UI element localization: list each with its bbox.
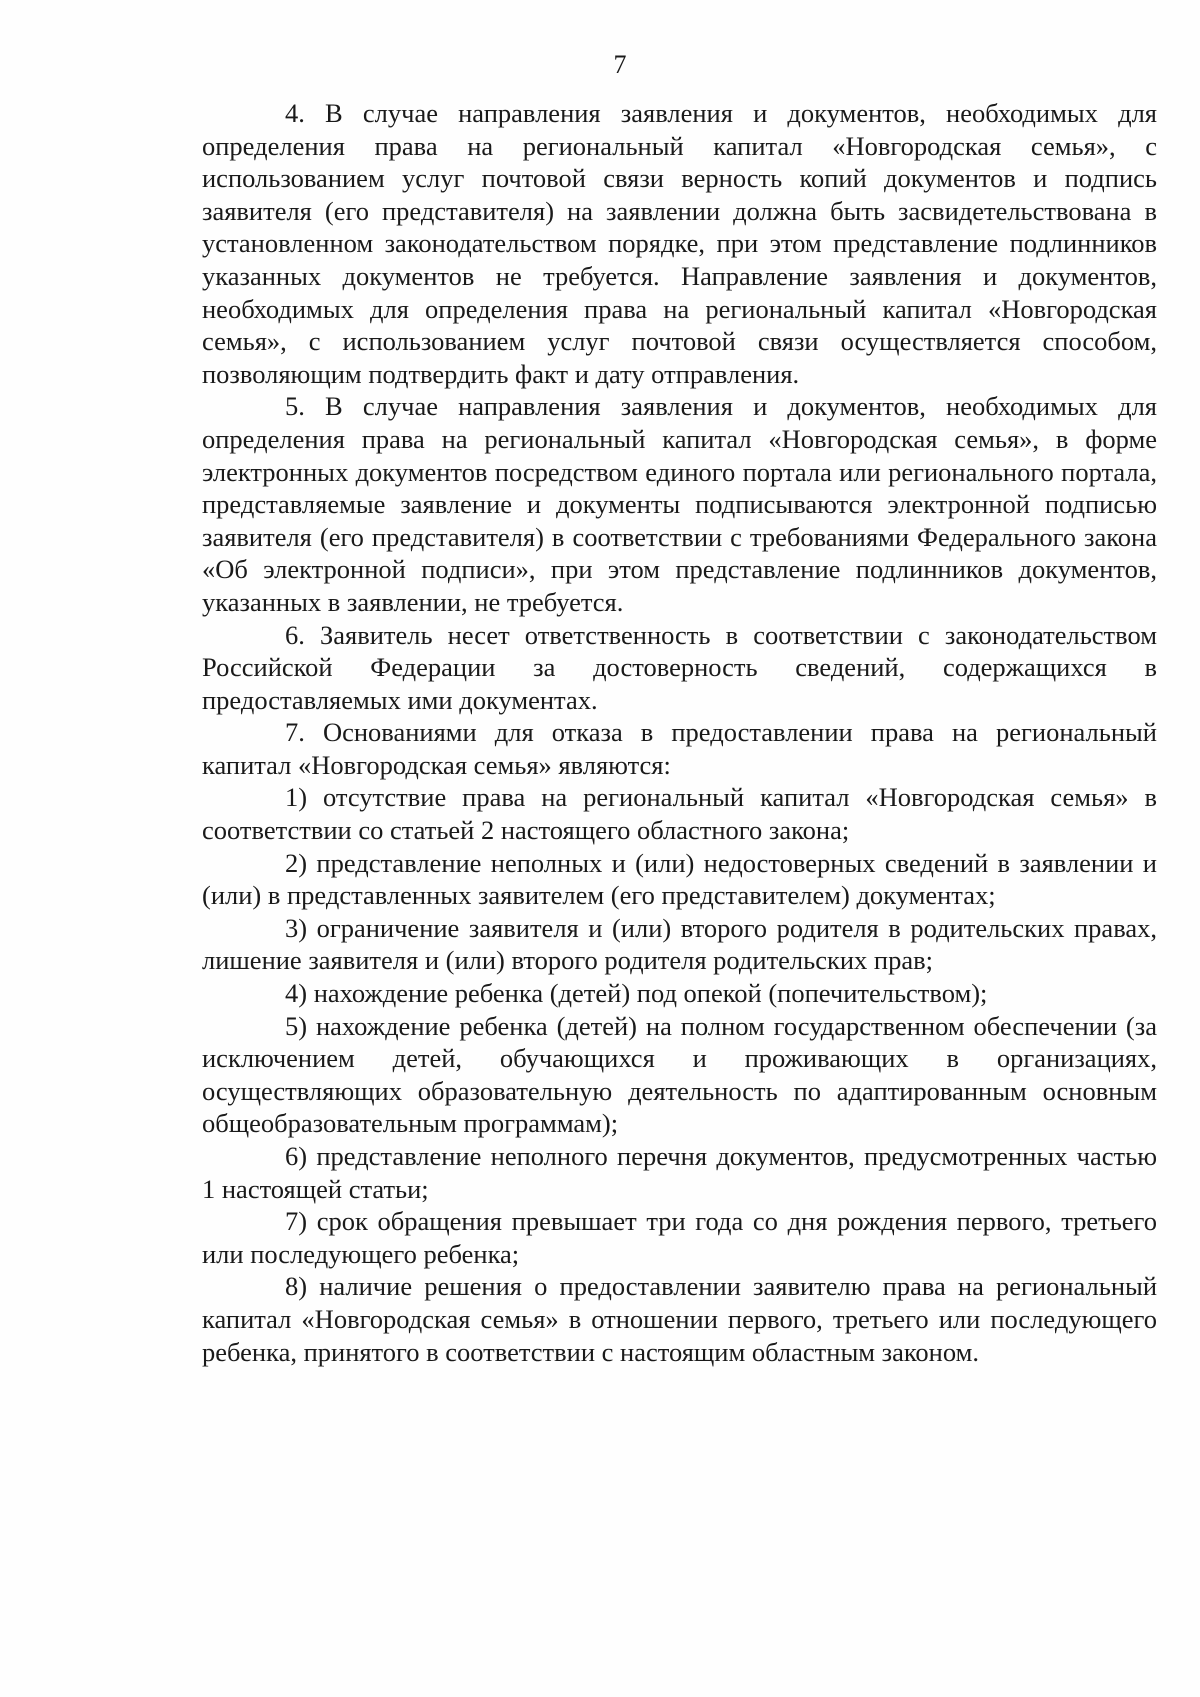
list-item-2: 2) представление неполных и (или) недостоверных сведений в заявлении и (или) в представленных заявителем (его представителем) документах; [202, 847, 1157, 911]
paragraph-item-7: 7. Основаниями для отказа в предоставлении права на региональный капитал «Новгородская семья» являются: [202, 717, 1157, 780]
paragraph-item-6: 6. Заявитель несет ответственность в соответствии с законодательством Российской Федерации за достоверность сведений, содержащихся в предоставляемых ими документах. [202, 619, 1157, 715]
paragraph-item-4: 4. В случае направления заявления и документов, необходимых для определения права на региональный капитал «Новгородская семья», с использованием услуг почтовой связи верность копий документов и подпись заявителя (его представителя) на заявлении должна быть засвидетельствована в установленном законодательством порядке, при этом представление подлинников указанных документов не требуется. Направление заявления и документов, необходимых для определения права на региональный капитал «Новгородская семья», с использованием услуг почтовой связи осуществляется способом, позволяющим подтвердить факт и дату отправления. [202, 98, 1157, 389]
list-item-1: 1) отсутствие права на региональный капитал «Новгородская семья» в соответствии со статьей 2 настоящего областного закона; [202, 782, 1157, 846]
paragraph-item-5: 5. В случае направления заявления и документов, необходимых для определения права на региональный капитал «Новгородская семья», в форме электронных документов посредством единого портала или регионального портала, представляемые заявление и документы подписываются электронной подписью заявителя (его представителя) в соответствии с требованиями Федерального закона «Об электронной подписи», при этом представление подлинников документов, указанных в заявлении, не требуется. [202, 391, 1157, 617]
list-item-6: 6) представление неполного перечня документов, предусмотренных частью 1 настоящей статьи; [202, 1141, 1157, 1204]
page-number: 7 [613, 50, 627, 79]
list-item-5: 5) нахождение ребенка (детей) на полном государственном обеспечении (за исключением детей, обучающихся и проживающих в организациях, осуществляющих образовательную деятельность по адаптированным основным общеобразовательным программам); [202, 1010, 1157, 1139]
document-body [202, 97, 1157, 1368]
list-item-4: 4) нахождение ребенка (детей) под опекой (попечительством); [285, 978, 988, 1009]
list-item-8: 8) наличие решения о предоставлении заявителю права на региональный капитал «Новгородская семья» в отношении первого, третьего или последующего ребенка, принятого в соответствии с настоящим областным законом. [202, 1271, 1157, 1367]
list-item-7: 7) срок обращения превышает три года со дня рождения первого, третьего или последующего ребенка; [202, 1206, 1157, 1269]
list-item-3: 3) ограничение заявителя и (или) второго родителя в родительских правах, лишение заявителя и (или) второго родителя родительских прав; [202, 912, 1157, 976]
